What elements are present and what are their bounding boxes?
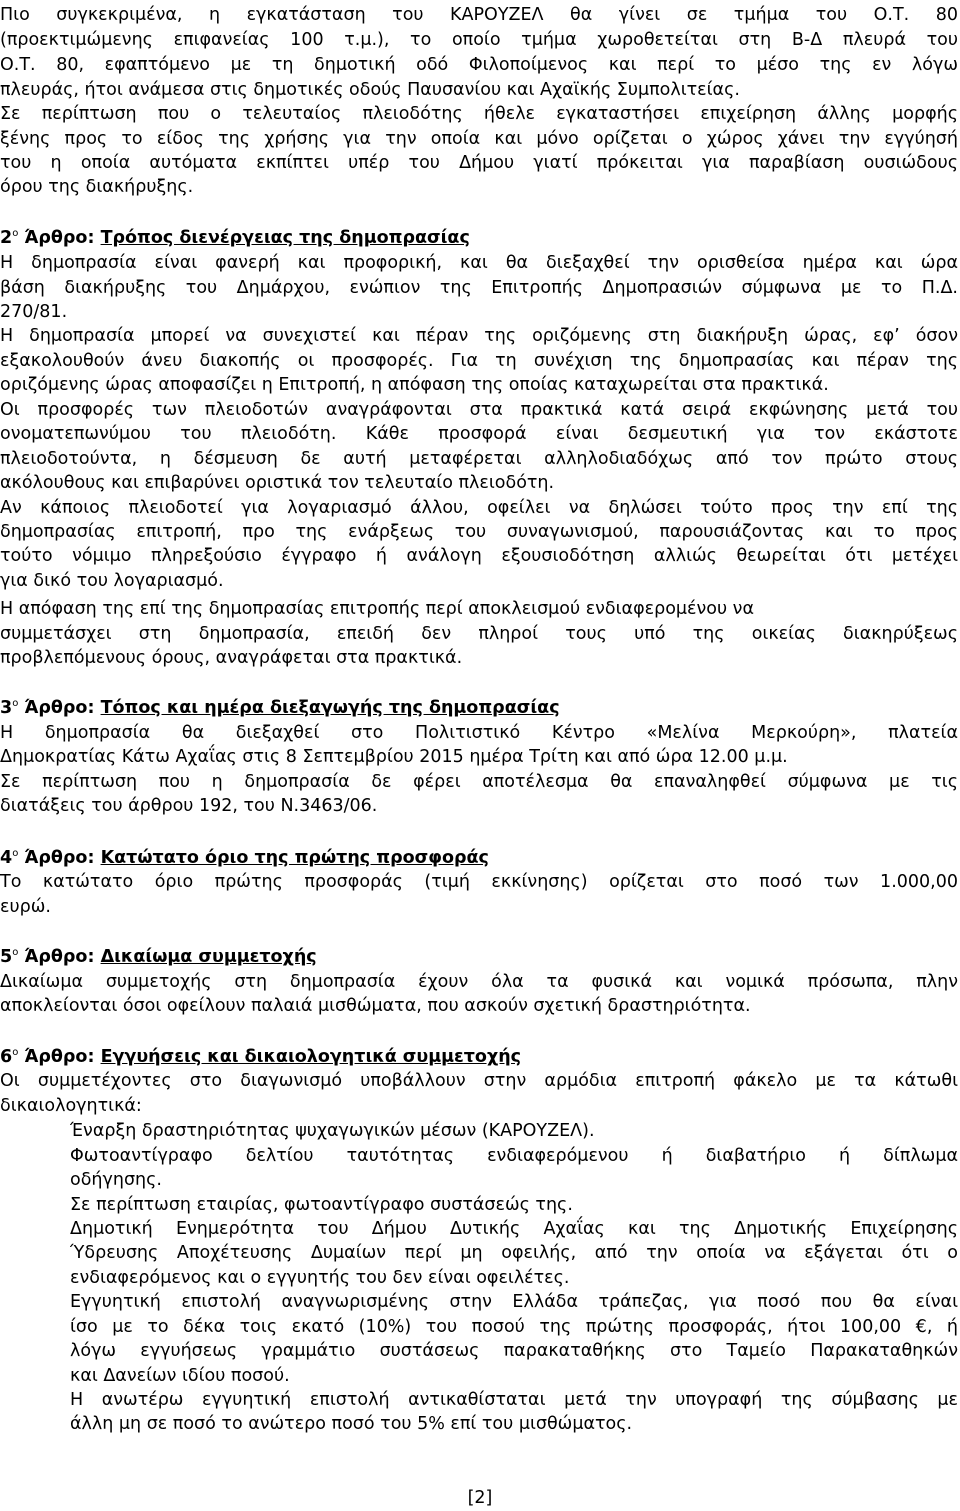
paragraph-line: ονοματεπωνύμου του πλειοδότη. Κάθε προσφορά είναι δεσμευτική για τον εκάστοτε — [0, 424, 958, 444]
list-item: Έναρξη δραστηριότητας ψυχαγωγικών μέσων (ΚΑΡΟΥΖΕΛ). — [70, 1118, 958, 1144]
list-item-continuation: άλλη μη σε ποσό το ανώτερο ποσό του 5% επί του μισθώματος. — [70, 1414, 633, 1434]
paragraph-line: Σε περίπτωση που η δημοπρασία δε φέρει αποτέλεσμα θα επαναληφθεί σύμφωνα με τις — [0, 772, 958, 792]
paragraph-line: Η δημοπρασία μπορεί να συνεχιστεί και πέραν της οριζόμενης στη διακήρυξη ώρας, εφ’ όσον — [0, 326, 958, 346]
article-heading: $6^o$ Άρθρο: Εγγυήσεις και δικαιολογητικά συμμετοχής — [0, 1047, 522, 1067]
paragraph-line: ακόλουθους και επιβαρύνει οριστικά τον τελευταίο πλειοδότη. — [0, 473, 555, 493]
list-item-continuation: Ύδρευσης Αποχέτευσης Δυμαίων περί μη οφειλής, από την οποία να εξάγεται ότι ο — [70, 1243, 958, 1263]
paragraph-line: δικαιολογητικά: — [0, 1096, 142, 1116]
list-item: Σε περίπτωση εταιρίας, φωτοαντίγραφο συστάσεώς της. — [70, 1192, 958, 1218]
paragraph-line: δημοπρασίας επιτροπή, προ της ενάρξεως του συναγωνισμού, παρουσιάζοντας και το προς — [0, 522, 958, 542]
list-item-continuation: ενδιαφερόμενος και ο εγγυητής του δεν είναι οφειλέτες. — [70, 1268, 570, 1288]
paragraph-line: για δικό του λογαριασμό. — [0, 571, 224, 591]
paragraph-line: προβλεπόμενους όρους, αναγράφεται στα πρακτικά. — [0, 648, 463, 668]
paragraph-line: βάση διακήρυξης του Δημάρχου, ενώπιον της Επιτροπής Δημοπρασιών σύμφωνα με το Π.Δ. — [0, 278, 958, 298]
paragraph-line: συμμετάσχει στη δημοπρασία, επειδή δεν πληροί τους υπό της οικείας διακηρύξεως — [0, 624, 958, 644]
list-item-continuation: ίσο με το δέκα τοις εκατό (10%) του ποσού της πρώτης προσφοράς, ήτοι 100,00 €, ή — [70, 1317, 958, 1337]
list-item: Δημοτική Ενημερότητα του Δήμου Δυτικής Αχαΐας και της Δημοτικής Επιχείρησης — [70, 1216, 958, 1242]
paragraph-line: όρου της διακήρυξης. — [0, 177, 194, 197]
paragraph-line: πλειοδοτούντα, η δέσμευση δε αυτή μεταφέρεται αλληλοδιαδόχως από τον πρώτο στους — [0, 449, 958, 469]
paragraph-line: Δικαίωμα συμμετοχής στη δημοπρασία έχουν όλα τα φυσικά και νομικά πρόσωπα, πλην — [0, 972, 958, 992]
paragraph-line: Οι συμμετέχοντες στο διαγωνισμό υποβάλλουν στην αρμόδια επιτροπή φάκελο με τα κάτωθι — [0, 1071, 958, 1091]
article-heading: $5^o$ Άρθρο: Δικαίωμα συμμετοχής — [0, 947, 317, 967]
paragraph-line: οριζόμενης ώρας αποφασίζει η Επιτροπή, η απόφαση της οποίας καταχωρείται στα πρακτικά. — [0, 375, 829, 395]
list-item-continuation: οδήγησης. — [70, 1170, 162, 1190]
list-item-continuation: και Δανείων ιδίου ποσού. — [70, 1366, 290, 1386]
paragraph-line: Η δημοπρασία θα διεξαχθεί στο Πολιτιστικό Κέντρο «Μελίνα Μερκούρη», πλατεία — [0, 723, 958, 743]
paragraph-line: ξένης προς το είδος της χρήσης για την οποία και μόνο ορίζεται ο χώρος χάνει την εγγύησή — [0, 129, 958, 149]
article-heading: $2^o$ Άρθρο: Τρόπος διενέργειας της δημοπρασίας — [0, 228, 470, 248]
list-item-continuation: λόγω εγγυήσεως γραμμάτιο συστάσεως παρακαταθήκης στο Ταμείο Παρακαταθηκών — [70, 1341, 958, 1361]
article-heading: $4^o$ Άρθρο: Κατώτατο όριο της πρώτης προσφοράς — [0, 848, 489, 868]
paragraph-line: ευρώ. — [0, 897, 51, 917]
paragraph-line: πλευράς, ήτοι ανάμεσα στις δημοτικές οδούς Παυσανίου και Αχαϊκής Συμπολιτείας. — [0, 80, 740, 100]
paragraph-line: Η απόφαση της επί της δημοπρασίας επιτροπής περί αποκλεισμού ενδιαφερομένου να — [0, 599, 754, 619]
list-item: Φωτοαντίγραφο δελτίου ταυτότητας ενδιαφερόμενου ή διαβατήριο ή δίπλωμα — [70, 1143, 958, 1169]
paragraph-line: Οι προσφορές των πλειοδοτών αναγράφονται στα πρακτικά κατά σειρά εκφώνησης μετά του — [0, 400, 958, 420]
paragraph-line: Η δημοπρασία είναι φανερή και προφορική, και θα διεξαχθεί την ορισθείσα ημέρα και ώρα — [0, 253, 958, 273]
paragraph-line: διατάξεις του άρθρου 192, του Ν.3463/06. — [0, 796, 378, 816]
paragraph-line: Πιο συγκεκριμένα, η εγκατάσταση του ΚΑΡΟΥΖΕΛ θα γίνει σε τμήμα του Ο.Τ. 80 — [0, 5, 958, 25]
paragraph-line: τούτο νόμιμο πληρεξούσιο έγγραφο ή ανάλογη εξουσιοδότηση αλλιώς θεωρείται ότι μετέχει — [0, 546, 958, 566]
paragraph-line: Δημοκρατίας Κάτω Αχαΐας στις 8 Σεπτεμβρίου 2015 ημέρα Τρίτη και από ώρα 12.00 μ.μ. — [0, 747, 788, 767]
paragraph-line: Αν κάποιος πλειοδοτεί για λογαριασμό άλλου, οφείλει να δηλώσει τούτο προς την επί της — [0, 498, 958, 518]
paragraph-line: εξακολουθούν άνευ διακοπής οι προσφορές. Για τη συνέχιση της δημοπρασίας και πέραν της — [0, 351, 958, 371]
paragraph-line: Ο.Τ. 80, εφαπτόμενο με τη δημοτική οδό Φιλοποίμενος και περί το μέσο της εν λόγω — [0, 55, 958, 75]
paragraph-line: αποκλείονται όσοι οφείλουν παλαιά μισθώματα, που ασκούν σχετική δραστηριότητα. — [0, 996, 751, 1016]
list-item-continuation: Η ανωτέρω εγγυητική επιστολή αντικαθίσταται μετά την υπογραφή της σύμβασης με — [70, 1390, 958, 1410]
article-heading: $3^o$ Άρθρο: Τόπος και ημέρα διεξαγωγής της δημοπρασίας — [0, 698, 560, 718]
paragraph-line: του η οποία αυτόματα εκπίπτει υπέρ του Δήμου γιατί πρόκειται για παραβίαση ουσιώδους — [0, 153, 958, 173]
list-item: Εγγυητική επιστολή αναγνωρισμένης στην Ελλάδα τράπεζας, για ποσό που θα είναι — [70, 1289, 958, 1315]
paragraph-line: 270/81. — [0, 302, 68, 322]
page-number: [2] — [467, 1488, 493, 1508]
paragraph-line: Το κατώτατο όριο πρώτης προσφοράς (τιμή εκκίνησης) ορίζεται στο ποσό των 1.000,00 — [0, 872, 958, 892]
paragraph-line: Σε περίπτωση που ο τελευταίος πλειοδότης ήθελε εγκαταστήσει επιχείρηση άλλης μορφής — [0, 104, 958, 124]
paragraph-line: (προεκτιμώμενης επιφανείας 100 τ.μ.), το οποίο τμήμα χωροθετείται στη Β-Δ πλευρά του — [0, 30, 958, 50]
